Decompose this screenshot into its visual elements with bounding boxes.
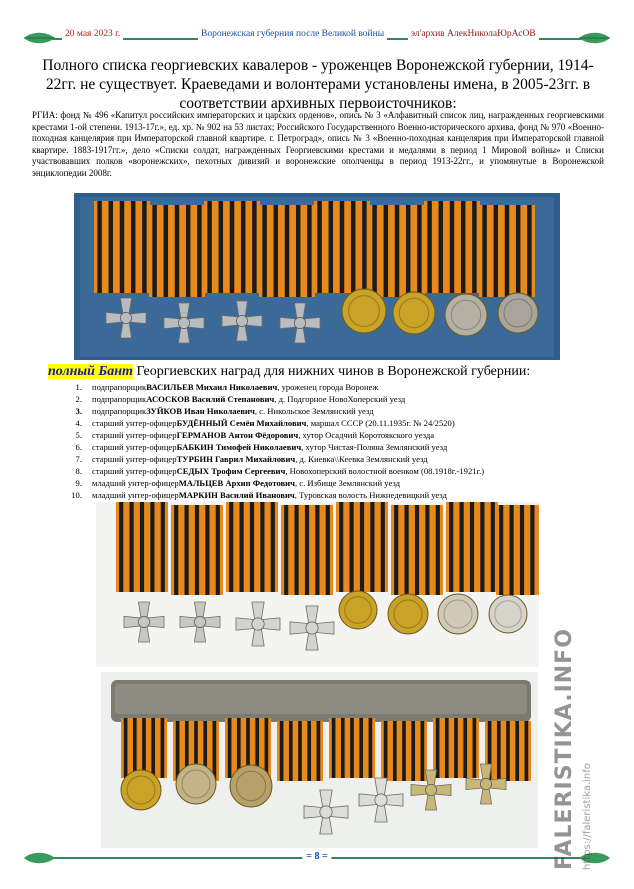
ribbon-stripe	[274, 205, 278, 297]
ribbon-stripe	[174, 505, 178, 595]
laurel-ornament-icon	[22, 30, 56, 46]
ribbon-stripe	[130, 502, 134, 592]
item-rank: старший унтер-офицер	[92, 454, 177, 464]
ribbon-stripe	[207, 201, 211, 293]
ribbon-stripe	[515, 721, 519, 781]
st-george-ribbon	[226, 502, 278, 592]
st-george-ribbon	[433, 718, 479, 778]
st-george-ribbon	[485, 721, 531, 781]
list-item	[56, 381, 616, 393]
medals-photo-bar	[101, 672, 538, 848]
st-george-ribbon	[391, 505, 443, 595]
ribbon-stripe	[450, 201, 454, 293]
st-george-ribbon	[259, 205, 315, 297]
item-name: АСОСКОВ Василий Степанович	[146, 394, 275, 404]
item-number: 6.	[75, 442, 82, 452]
ribbon-stripe	[185, 505, 189, 595]
item-number: 10.	[71, 490, 82, 500]
ribbon-stripe	[351, 201, 355, 293]
ribbon-stripe	[151, 718, 155, 778]
item-number: 1.	[75, 382, 82, 392]
item-name: МАЛЬЦЕВ Архип Федотович	[178, 478, 295, 488]
ribbon-stripe	[164, 205, 168, 297]
ribbon-stripe	[298, 721, 302, 781]
ribbon-stripe	[394, 505, 398, 595]
ribbon-stripe	[296, 205, 300, 297]
ribbon-stripe	[307, 721, 311, 781]
ribbon-stripe	[285, 205, 289, 297]
ribbon-stripe	[326, 505, 330, 595]
item-number: 9.	[75, 478, 82, 488]
medals-illustration	[96, 502, 539, 667]
page-number: = 8 =	[302, 851, 331, 862]
ribbon-stripe	[131, 201, 135, 293]
ribbon-stripe	[150, 502, 154, 592]
ribbon-stripe	[491, 502, 495, 592]
ribbon-stripe	[175, 205, 179, 297]
ribbon-stripe	[402, 721, 406, 781]
ribbon-stripe	[449, 502, 453, 592]
ribbon-stripe	[271, 502, 275, 592]
st-george-ribbon	[329, 718, 375, 778]
item-rank: подпрапорщик	[92, 394, 147, 404]
laurel-ornament-icon	[578, 30, 612, 46]
item-rank: старший унтер-офицер	[92, 418, 177, 428]
watermark	[552, 628, 612, 880]
item-number: 5.	[75, 430, 82, 440]
list-item	[56, 489, 616, 501]
ribbon-stripe	[332, 718, 336, 778]
ribbon-stripe	[417, 205, 421, 297]
list-item	[56, 477, 616, 489]
ribbon-stripe	[527, 205, 531, 297]
st-george-ribbon	[204, 201, 260, 293]
ribbon-stripe	[370, 502, 374, 592]
ribbon-stripe	[340, 201, 344, 293]
ribbon-stripe	[195, 505, 199, 595]
item-name: СЕДЫХ Трофим Сергеевич	[176, 466, 286, 476]
ribbon-stripe	[120, 201, 124, 293]
ribbon-stripe	[295, 505, 299, 595]
ribbon-stripe	[359, 718, 363, 778]
item-details: , хутор Чистая-Поляна Землянский уезд	[301, 442, 448, 452]
item-rank: старший унтер-офицер	[92, 442, 177, 452]
st-george-ribbon	[381, 721, 427, 781]
ribbon-stripe	[480, 502, 484, 592]
st-george-ribbon	[479, 205, 535, 297]
ribbon-stripe	[415, 505, 419, 595]
ribbon-stripe	[372, 205, 376, 297]
laurel-ornament-icon	[22, 850, 56, 866]
ribbon-stripe	[229, 502, 233, 592]
ribbon-stripe	[124, 718, 128, 778]
ribbon-stripe	[265, 718, 269, 778]
ribbon-stripe	[284, 505, 288, 595]
ribbon-stripe	[411, 721, 415, 781]
ribbon-stripe	[339, 502, 343, 592]
ribbon-stripe	[472, 201, 476, 293]
st-george-ribbon	[277, 721, 323, 781]
ribbon-stripe	[530, 505, 534, 595]
ribbon-stripe	[405, 505, 409, 595]
ribbon-stripe	[142, 201, 146, 293]
sources-paragraph: РГИА: фонд № 496 «Капитул российских императорских и царских орденов», опись № 3 «Алфавитный список лиц, награжденных георгиевскими крестами 1-ой степени. 1913-17г.», ед. хр. № 902 на 53 листах; Российского Государственного Военно-исторического архива, фонд № 970 «Военно-походная канцелярия при Императорской главной квартире. г. Петроград», опись № 3 «Военно-походная канцелярия при Императорской главной квартире. 1883-1917гг.», дело «Списки солдат, награжденных Георгиевскими крестами и медалями в период 1 Мировой войны» и Списки участвовавших полков «воронежских», пехотных дивизий и воронежские ополченцы в период 1913-22гг., и упомянутые в Воронежской энциклопедии 2008г.	[32, 110, 604, 178]
ribbon-stripe	[473, 718, 477, 778]
ribbon-stripe	[133, 718, 137, 778]
st-george-ribbon	[121, 718, 167, 778]
item-name: ЗУЙКОВ Иван Николаевич	[146, 406, 255, 416]
ribbon-stripe	[482, 205, 486, 297]
ribbon-stripe	[360, 502, 364, 592]
ribbon-stripe	[494, 205, 498, 297]
ribbon-stripe	[454, 718, 458, 778]
page-footer	[22, 850, 612, 866]
st-george-ribbon	[116, 502, 168, 592]
cross-medallion	[252, 618, 264, 630]
ribbon-stripe	[305, 505, 309, 595]
ribbon-stripe	[250, 502, 254, 592]
item-name: ГЕРМАНОВ Антон Фёдорович	[176, 430, 299, 440]
item-number: 7.	[75, 454, 82, 464]
ribbon-stripe	[421, 721, 425, 781]
cross-medallion	[375, 794, 387, 806]
cross-medallion	[320, 806, 332, 818]
ribbon-stripe	[384, 205, 388, 297]
cross-medallion	[120, 312, 131, 323]
list-item	[56, 453, 616, 465]
item-number: 3.	[75, 406, 82, 416]
ribbon-stripe	[228, 718, 232, 778]
list-subtitle	[48, 364, 608, 380]
medals-illustration	[74, 193, 560, 360]
st-george-ribbon	[314, 201, 370, 293]
ribbon-stripe	[315, 505, 319, 595]
full-bant-highlight: полный Бант	[48, 364, 133, 379]
item-number: 4.	[75, 418, 82, 428]
medals-photo-blue	[74, 193, 560, 360]
st-george-ribbon	[281, 505, 333, 595]
ribbon-stripe	[97, 201, 101, 293]
ribbon-stripe	[280, 721, 284, 781]
ribbon-stripe	[460, 502, 464, 592]
page-header	[22, 28, 612, 50]
item-details: , с. Избище Землянский уезд	[294, 478, 400, 488]
cross-medallion	[194, 616, 205, 627]
ribbon-stripe	[216, 505, 220, 595]
ribbon-stripe	[505, 205, 509, 297]
item-rank: младший унтер-офицер	[92, 490, 179, 500]
medals-photo-white	[96, 502, 539, 667]
st-george-ribbon	[369, 205, 425, 297]
ribbon-stripe	[497, 721, 501, 781]
item-details: , уроженец города Воронеж	[277, 382, 379, 392]
ribbon-stripe	[152, 205, 156, 297]
item-number: 8.	[75, 466, 82, 476]
st-george-ribbon	[446, 502, 498, 592]
ribbon-stripe	[307, 205, 311, 297]
ribbon-stripe	[219, 201, 223, 293]
ribbon-stripe	[516, 205, 520, 297]
watermark-text: FALERISTIKA.INFO	[552, 628, 577, 870]
st-george-ribbon	[94, 201, 150, 293]
st-george-ribbon	[149, 205, 205, 297]
ribbon-stripe	[439, 201, 443, 293]
ribbon-stripe	[213, 721, 217, 781]
ribbon-stripe	[260, 502, 264, 592]
ribbon-stripe	[381, 502, 385, 592]
cross-medallion	[480, 778, 491, 789]
list-item	[56, 429, 616, 441]
item-details: , с. Никольское Землянский уезд	[254, 406, 374, 416]
medals-illustration	[101, 672, 538, 848]
item-rank: старший унтер-офицер	[92, 430, 177, 440]
item-details: , хутор Осадчий Коротоякского уезда	[298, 430, 435, 440]
ribbon-stripe	[384, 721, 388, 781]
cross-medallion	[294, 317, 305, 328]
ribbon-stripe	[350, 718, 354, 778]
ribbon-stripe	[230, 201, 234, 293]
list-item	[56, 441, 616, 453]
list-item	[56, 417, 616, 429]
cross-medallion	[178, 317, 189, 328]
list-item	[56, 393, 616, 405]
ribbon-stripe	[461, 201, 465, 293]
ribbon-stripe	[176, 721, 180, 781]
list-item	[56, 465, 616, 477]
awardees-list	[56, 381, 616, 501]
ribbon-stripe	[197, 205, 201, 297]
ribbon-stripe	[362, 201, 366, 293]
ribbon-stripe	[425, 505, 429, 595]
cross-medallion	[425, 784, 436, 795]
ribbon-stripe	[161, 502, 165, 592]
ribbon-stripe	[329, 201, 333, 293]
cross-medallion	[236, 315, 247, 326]
item-number: 2.	[75, 394, 82, 404]
cross-medallion	[306, 622, 318, 634]
item-details: , Новохоперский волостной военком (08.1918г.-1921г.)	[285, 466, 485, 476]
ribbon-stripe	[510, 505, 514, 595]
item-name: МАРКИН Василий Иванович	[178, 490, 295, 500]
ribbon-stripe	[186, 205, 190, 297]
ribbon-stripe	[436, 718, 440, 778]
ribbon-stripe	[241, 201, 245, 293]
item-rank: младший унтер-офицер	[92, 478, 179, 488]
st-george-ribbon	[336, 502, 388, 592]
ribbon-stripe	[427, 201, 431, 293]
ribbon-stripe	[406, 205, 410, 297]
item-details: , Туровская волость Нижнедевицкий уезд	[294, 490, 447, 500]
item-name: БУДЁННЫЙ Семён Михайлович	[176, 418, 307, 428]
watermark-url: https://faleristika.info	[582, 763, 593, 870]
item-details: , д. Подгорное НовоХоперский уезд	[274, 394, 406, 404]
ribbon-stripe	[499, 505, 503, 595]
item-rank: старший унтер-офицер	[92, 466, 177, 476]
ribbon-stripe	[436, 505, 440, 595]
header-archive: эл'архив АлекНиколаЮрАсОВ	[408, 28, 539, 40]
ribbon-stripe	[350, 502, 354, 592]
subtitle-rest: Георгиевских наград для нижних чинов в Воронежской губернии:	[132, 364, 531, 379]
ribbon-stripe	[395, 205, 399, 297]
item-name: БАБКИН Тимофей Николаевич	[176, 442, 302, 452]
ribbon-stripe	[161, 718, 165, 778]
ribbon-stripe	[463, 718, 467, 778]
ribbon-stripe	[341, 718, 345, 778]
main-title: Полного списка георгиевских кавалеров - уроженцев Воронежской губернии, 1914-22гг. не существует. Краеведами и волонтерами установлены имена, в 2005-23гг. в соответствии архивных первоисточников:	[42, 57, 594, 112]
header-title: Воронежская губерния после Великой войны	[198, 28, 387, 40]
item-details: , д. Киевка\\Кеевка Землянский уезд	[295, 454, 428, 464]
ribbon-stripe	[445, 718, 449, 778]
item-rank: подпрапорщик	[92, 406, 147, 416]
ribbon-stripe	[142, 718, 146, 778]
list-item	[56, 405, 616, 417]
st-george-ribbon	[171, 505, 223, 595]
item-rank: подпрапорщик	[92, 382, 147, 392]
ribbon-stripe	[506, 721, 510, 781]
st-george-ribbon	[424, 201, 480, 293]
ribbon-stripe	[119, 502, 123, 592]
ribbon-stripe	[252, 201, 256, 293]
ribbon-stripe	[289, 721, 293, 781]
ribbon-stripe	[317, 721, 321, 781]
item-name: ВАСИЛЬЕВ Михаил Николаевич	[146, 382, 278, 392]
item-details: , маршал СССР (20.11.1935г. № 24/2520)	[306, 418, 455, 428]
ribbon-stripe	[240, 502, 244, 592]
cross-medallion	[138, 616, 149, 627]
header-date: 20 мая 2023 г.	[62, 28, 123, 40]
ribbon-stripe	[520, 505, 524, 595]
ribbon-stripe	[262, 205, 266, 297]
ribbon-stripe	[470, 502, 474, 592]
ribbon-stripe	[205, 505, 209, 595]
ribbon-stripe	[393, 721, 397, 781]
ribbon-stripe	[140, 502, 144, 592]
item-name: ТУРБИН Гаврил Михайлович	[176, 454, 296, 464]
ribbon-stripe	[317, 201, 321, 293]
ribbon-stripe	[369, 718, 373, 778]
st-george-ribbon	[496, 505, 539, 595]
ribbon-stripe	[525, 721, 529, 781]
ribbon-stripe	[109, 201, 113, 293]
